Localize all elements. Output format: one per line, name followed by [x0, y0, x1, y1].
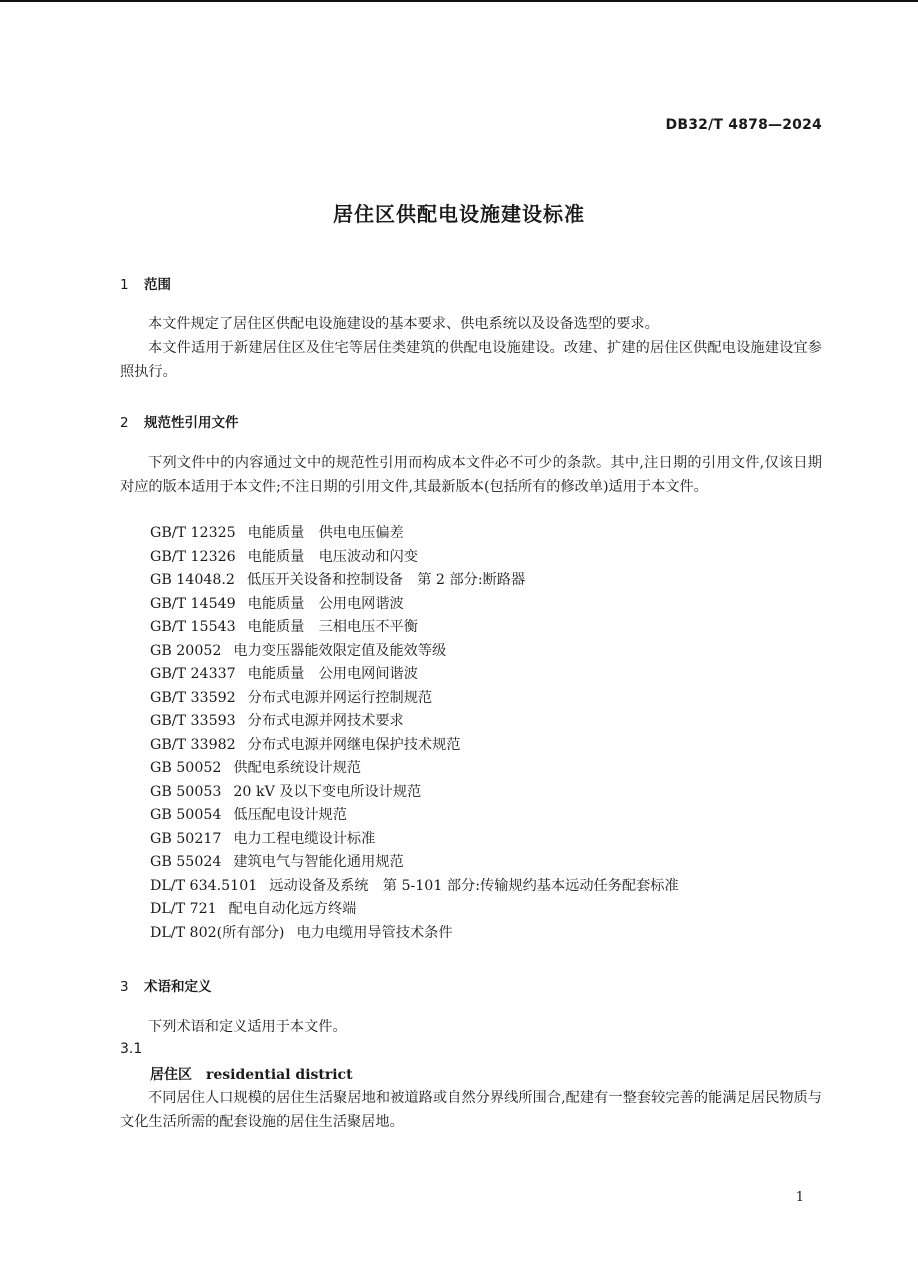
reference-item: [150, 828, 679, 852]
terms-intro: 下列术语和定义适用于本文件。: [148, 1019, 347, 1035]
section-heading-normative: [120, 411, 239, 431]
reference-item: [150, 922, 679, 946]
scope-paragraph-1: 本文件规定了居住区供配电设施建设的基本要求、供电系统以及设备选型的要求。: [148, 316, 659, 332]
reference-item: [150, 851, 679, 875]
reference-code: GB 50052: [150, 760, 222, 776]
section-title: 范围: [144, 277, 171, 293]
reference-item: [150, 593, 679, 617]
reference-title: 远动设备及系统 第 5-101 部分:传输规约基本远动任务配套标准: [269, 877, 679, 894]
reference-title: 分布式电源并网技术要求: [247, 713, 404, 729]
reference-item: [150, 875, 679, 899]
term-number: 3.1: [120, 1041, 143, 1057]
reference-code: GB 50054: [150, 807, 222, 823]
reference-item: [150, 710, 679, 734]
reference-code: GB 14048.2: [150, 572, 235, 588]
reference-title: 电能质量 公用电网间谐波: [247, 666, 418, 682]
document-title: 居住区供配电设施建设标准: [333, 202, 585, 226]
section-heading-terms: [120, 975, 212, 995]
section-number: 2: [120, 415, 129, 431]
section-title: 术语和定义: [144, 979, 212, 995]
reference-item: [150, 640, 679, 664]
reference-title: 建筑电气与智能化通用规范: [233, 854, 404, 870]
reference-code: GB/T 33593: [150, 713, 236, 729]
reference-code: GB 55024: [150, 854, 222, 870]
section-number: 1: [120, 277, 129, 293]
reference-title: 电力工程电缆设计标准: [233, 830, 376, 847]
section-heading-scope: [120, 273, 171, 293]
reference-title: 电能质量 电压波动和闪变: [247, 548, 418, 565]
reference-title: 电能质量 公用电网谐波: [247, 595, 404, 612]
reference-title: 分布式电源并网运行控制规范: [247, 689, 433, 706]
reference-item: [150, 616, 679, 640]
reference-code: GB/T 33592: [150, 689, 236, 706]
reference-code: DL/T 721: [150, 901, 217, 917]
top-rule: [0, 0, 918, 2]
section-number: 3: [120, 979, 129, 995]
reference-item: [150, 546, 679, 570]
reference-title: 电力变压器能效限定值及能效等级: [233, 642, 447, 659]
reference-code: GB/T 15543: [150, 619, 236, 635]
reference-code: GB/T 24337: [150, 666, 236, 682]
reference-item: [150, 781, 679, 805]
reference-code: GB/T 33982: [150, 736, 236, 753]
reference-code: GB/T 12325: [150, 525, 236, 541]
normative-intro: 下列文件中的内容通过文中的规范性引用而构成本文件必不可少的条款。其中,注日期的引用文件,仅该日期对应的版本适用于本文件;不注日期的引用文件,其最新版本(包括所有的修改单)适用于本文件。: [120, 455, 822, 495]
reference-title: 低压开关设备和控制设备 第 2 部分:断路器: [246, 572, 526, 588]
scope-paragraph-2: 本文件适用于新建居住区及住宅等居住类建筑的供配电设施建设。改建、扩建的居住区供配电设施建设宜参照执行。: [120, 340, 822, 380]
page-number: 1: [795, 1190, 804, 1205]
reference-item: [150, 522, 679, 546]
term-chinese: 居住区: [150, 1067, 192, 1083]
reference-item: [150, 757, 679, 781]
reference-code: GB 20052: [150, 642, 222, 659]
term-heading: [150, 1064, 353, 1084]
reference-code: DL/T 634.5101: [150, 877, 258, 894]
reference-title: 低压配电设计规范: [233, 807, 347, 823]
reference-code: GB/T 14549: [150, 595, 236, 612]
reference-item: [150, 569, 679, 593]
reference-title: 电能质量 供电电压偏差: [247, 525, 404, 541]
reference-code: GB/T 12326: [150, 548, 236, 565]
reference-item: [150, 687, 679, 711]
reference-title: 20 kV 及以下变电所设计规范: [233, 783, 422, 800]
reference-item: [150, 663, 679, 687]
section-title: 规范性引用文件: [144, 415, 239, 431]
reference-title: 供配电系统设计规范: [233, 760, 362, 776]
reference-code: GB 50053: [150, 783, 222, 800]
term-english: residential district: [206, 1067, 353, 1083]
reference-item: [150, 898, 679, 922]
reference-code: DL/T 802(所有部分): [150, 924, 285, 941]
standard-code: DB32/T 4878—2024: [665, 117, 822, 133]
reference-item: [150, 734, 679, 758]
reference-title: 电力电缆用导管技术条件: [296, 924, 453, 941]
term-definition: 不同居住人口规模的居住生活聚居地和被道路或自然分界线所围合,配建有一整套较完善的能满足居民物质与文化生活所需的配套设施的居住生活聚居地。: [120, 1090, 822, 1130]
reference-title: 分布式电源并网继电保护技术规范: [247, 736, 461, 753]
reference-code: GB 50217: [150, 830, 222, 847]
reference-title: 电能质量 三相电压不平衡: [247, 619, 418, 635]
reference-item: [150, 804, 679, 828]
reference-title: 配电自动化远方终端: [228, 901, 357, 917]
reference-list: [150, 522, 679, 945]
